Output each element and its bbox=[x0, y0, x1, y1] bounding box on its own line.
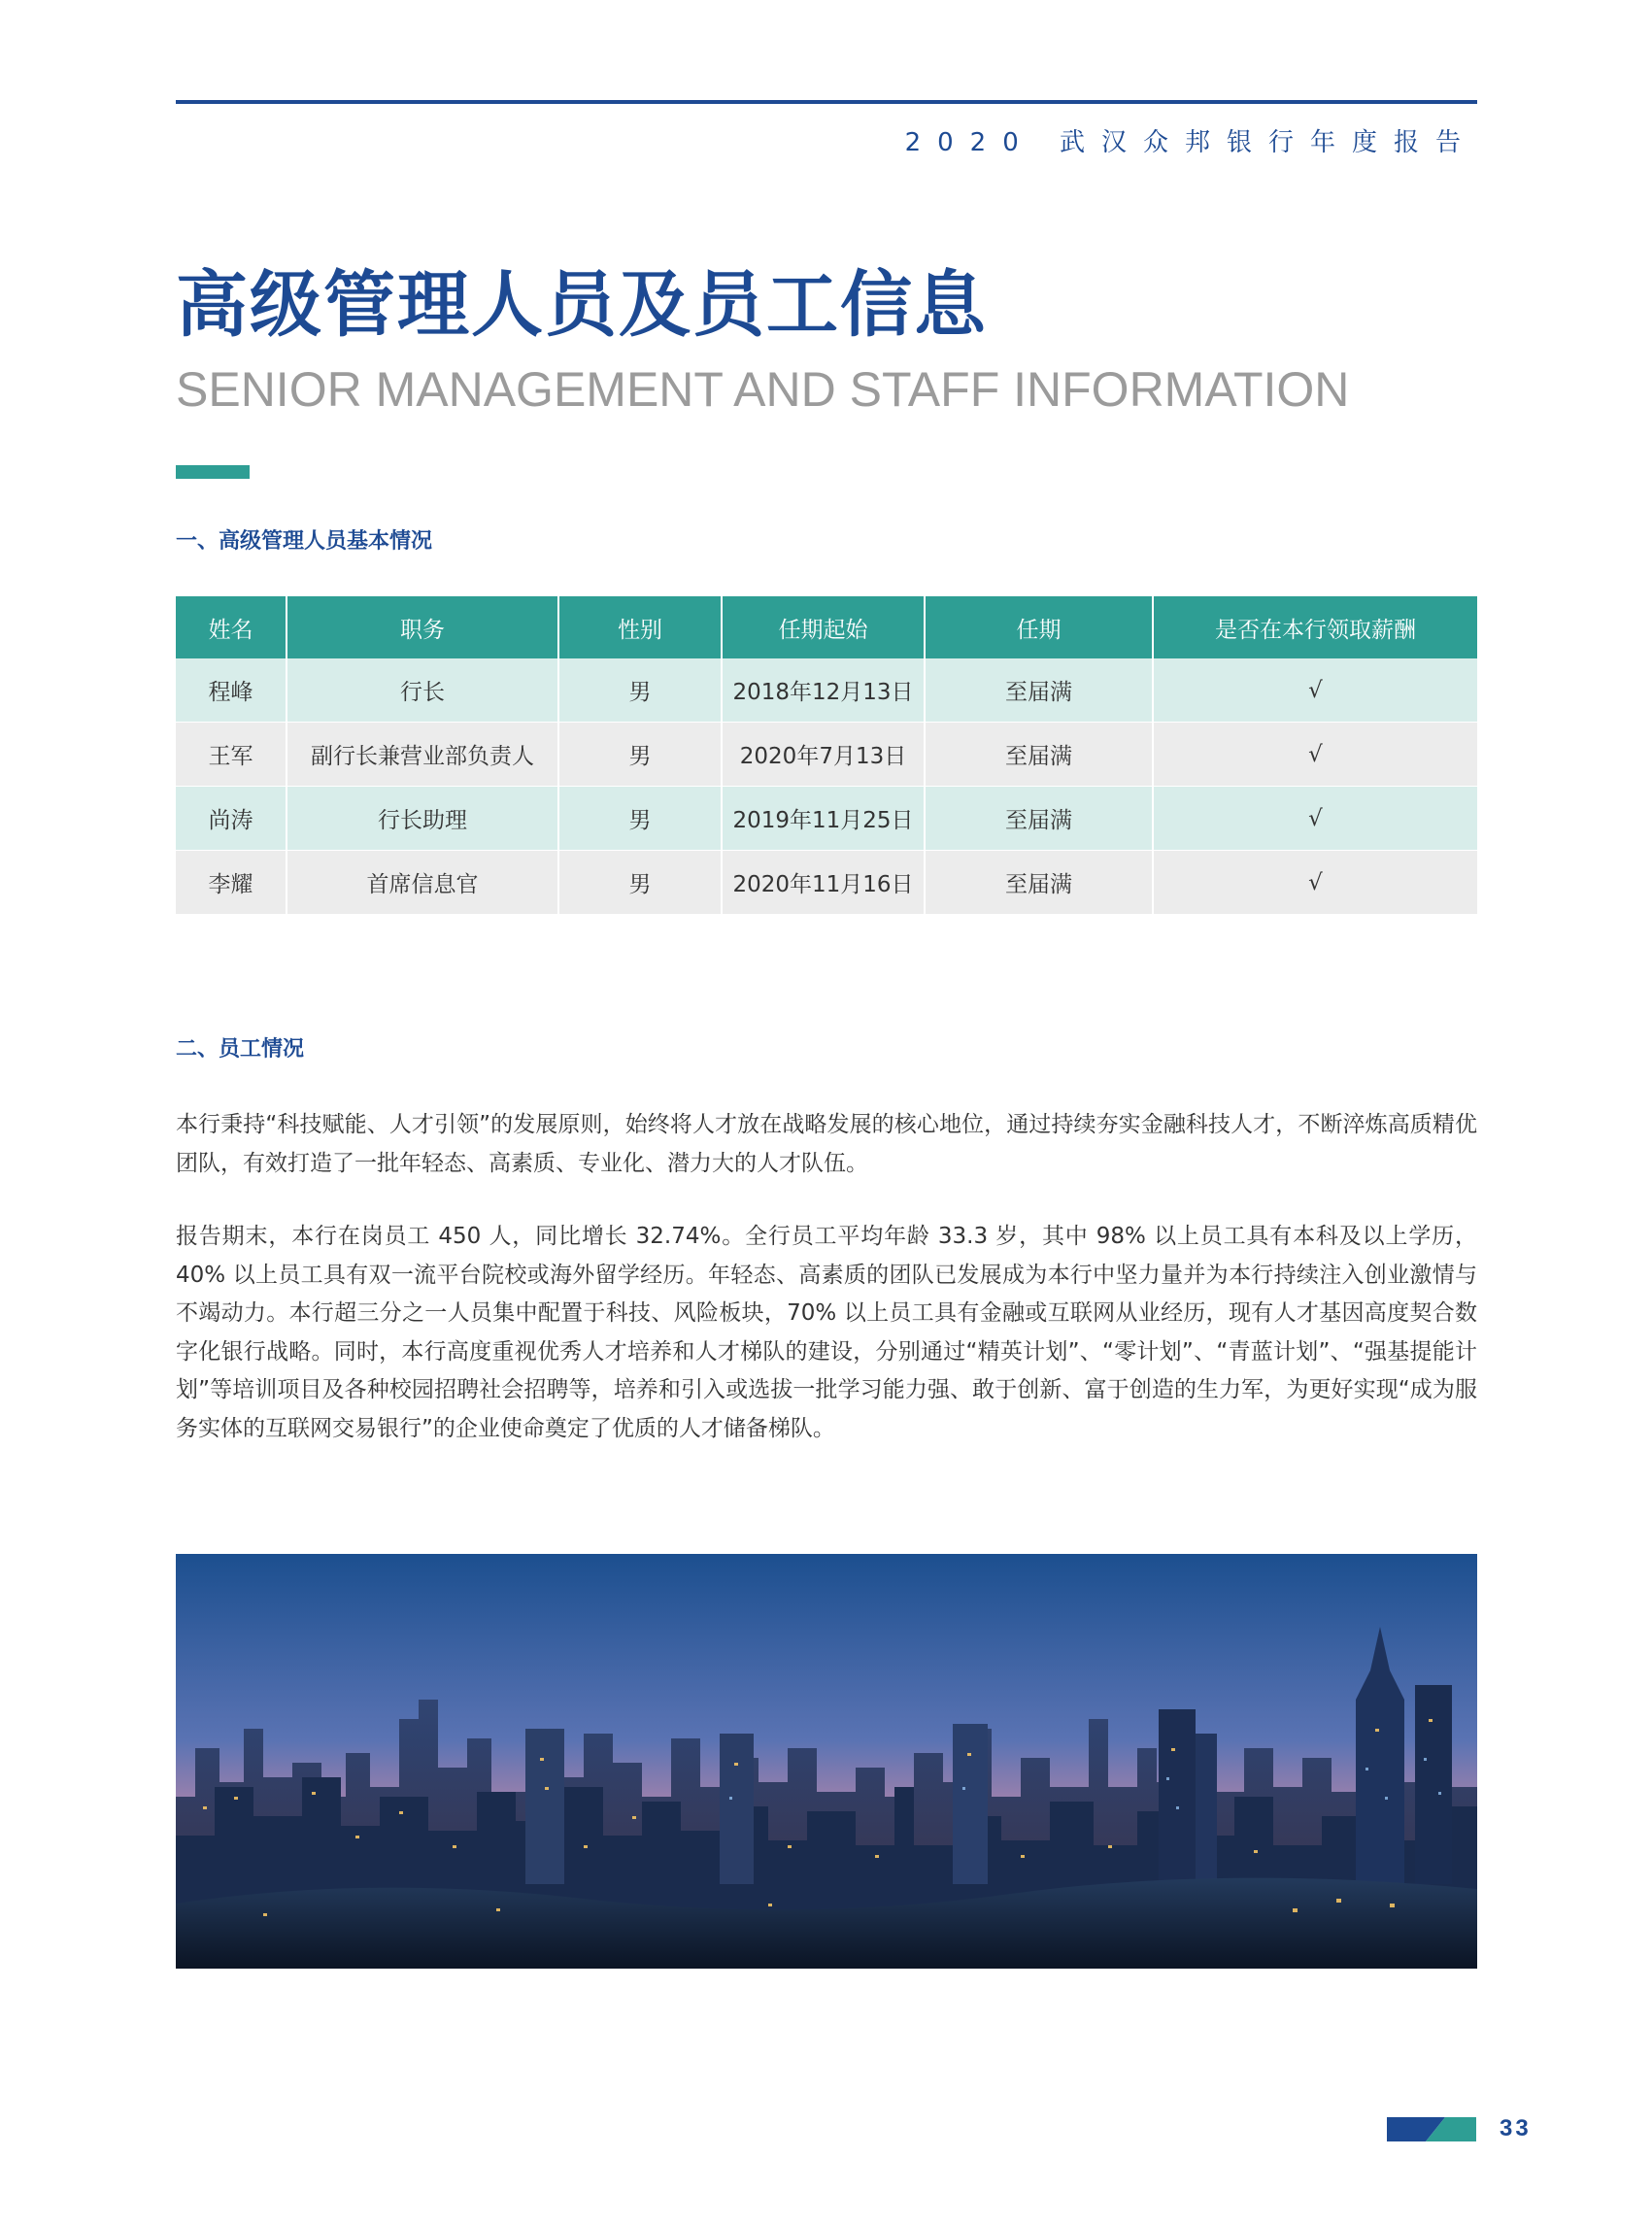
cell-salary-check: √ bbox=[1153, 723, 1477, 787]
cell-salary-check: √ bbox=[1153, 851, 1477, 915]
cell-position: 行长助理 bbox=[287, 787, 558, 851]
cell-term: 至届满 bbox=[925, 851, 1153, 915]
page-title: 高级管理人员及员工信息 bbox=[176, 263, 988, 347]
column-header-name: 姓名 bbox=[176, 596, 287, 658]
cell-term-start: 2020年7月13日 bbox=[722, 723, 925, 787]
cell-name: 尚涛 bbox=[176, 787, 287, 851]
cell-term: 至届满 bbox=[925, 658, 1153, 723]
cell-term-start: 2020年11月16日 bbox=[722, 851, 925, 915]
cell-salary-check: √ bbox=[1153, 658, 1477, 723]
table-row bbox=[176, 787, 1477, 851]
cell-gender: 男 bbox=[558, 851, 722, 915]
cell-salary-check: √ bbox=[1153, 787, 1477, 851]
table-row bbox=[176, 658, 1477, 723]
cell-term-start: 2018年12月13日 bbox=[722, 658, 925, 723]
staff-paragraph-2: 报告期末，本行在岗员工 450 人，同比增长 32.74%。全行员工平均年龄 33.3 岁，其中 98% 以上员工具有本科及以上学历，40% 以上员工具有双一流平台院校或海外留学经历。年轻态、高素质的团队已发展成为本行中坚力量并为本行持续注入创业激情与不竭动力。本行超三分之一人员集中配置于科技、风险板块，70% 以上员工具有金融或互联网从业经历，现有人才基因高度契合数字化银行战略。同时，本行高度重视优秀人才培养和人才梯队的建设，分别通过“精英计划”、“零计划”、“青蓝计划”、“强基提能计划”等培训项目及各种校园招聘社会招聘等，培养和引入或选拔一批学习能力强、敢于创新、富于创造的生力军，为更好实现“成为服务实体的互联网交易银行”的企业使命奠定了优质的人才储备梯队。 bbox=[176, 1224, 1477, 1441]
table-row bbox=[176, 851, 1477, 915]
cell-name: 李耀 bbox=[176, 851, 287, 915]
cell-gender: 男 bbox=[558, 658, 722, 723]
section-heading-staff: 二、员工情况 bbox=[176, 1037, 305, 1062]
column-header-term-start: 任期起始 bbox=[722, 596, 925, 658]
table-header-row bbox=[176, 596, 1477, 658]
header-rule bbox=[176, 100, 1477, 104]
management-table bbox=[176, 596, 1477, 914]
column-header-salary: 是否在本行领取薪酬 bbox=[1153, 596, 1477, 658]
staff-paragraph-1: 本行秉持“科技赋能、人才引领”的发展原则，始终将人才放在战略发展的核心地位，通过持续夯实金融科技人才，不断淬炼高质精优团队，有效打造了一批年轻态、高素质、专业化、潜力大的人才队伍。 bbox=[176, 1112, 1477, 1176]
page-number: 33 bbox=[1500, 2115, 1532, 2141]
city-skyline-photo bbox=[176, 1554, 1477, 1969]
cell-position: 行长 bbox=[287, 658, 558, 723]
cell-term: 至届满 bbox=[925, 787, 1153, 851]
cell-gender: 男 bbox=[558, 723, 722, 787]
cell-position: 副行长兼营业部负责人 bbox=[287, 723, 558, 787]
report-header-title: 2020 武汉众邦银行年度报告 bbox=[904, 128, 1477, 157]
cell-term-start: 2019年11月25日 bbox=[722, 787, 925, 851]
skyline-illustration bbox=[176, 1554, 1477, 1969]
cell-name: 王军 bbox=[176, 723, 287, 787]
table-row bbox=[176, 723, 1477, 787]
cell-term: 至届满 bbox=[925, 723, 1153, 787]
footer-decoration bbox=[1387, 2117, 1476, 2141]
cell-gender: 男 bbox=[558, 787, 722, 851]
page-subtitle: SENIOR MANAGEMENT AND STAFF INFORMATION bbox=[176, 362, 1350, 417]
cell-position: 首席信息官 bbox=[287, 851, 558, 915]
column-header-gender: 性别 bbox=[558, 596, 722, 658]
column-header-position: 职务 bbox=[287, 596, 558, 658]
title-accent-bar bbox=[176, 465, 250, 479]
cell-name: 程峰 bbox=[176, 658, 287, 723]
column-header-term: 任期 bbox=[925, 596, 1153, 658]
section-heading-management: 一、高级管理人员基本情况 bbox=[176, 529, 433, 554]
management-table-container bbox=[176, 596, 1477, 914]
